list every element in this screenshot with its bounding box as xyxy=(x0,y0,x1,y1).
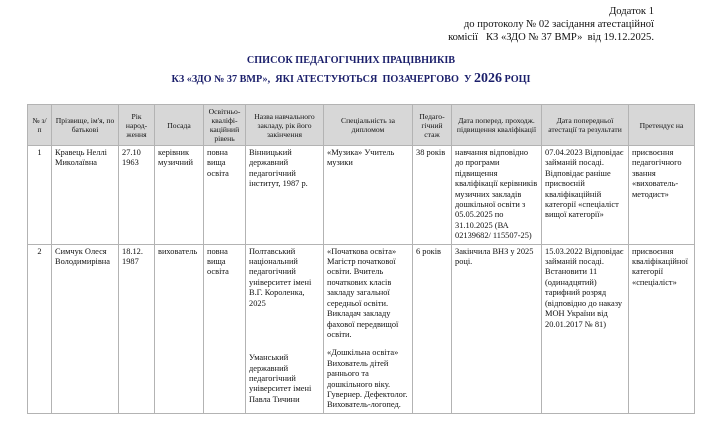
addendum-note xyxy=(448,5,654,44)
cell-number: 2 xyxy=(28,244,52,413)
header-claims: Претендує на xyxy=(629,105,695,146)
header-specialty: Спеціальність за дипломом xyxy=(324,105,413,146)
header-experience: Педаго-гічний стаж xyxy=(413,105,452,146)
header-education-level: Освітньо-кваліфі-каційний рівень xyxy=(204,105,246,146)
specialty-primary: «Початкова освіта» Магістр початкової освіти. Вчитель початкових класів закладу загальної середньої освіти. Викладач закладу фахової передвищої освіти. xyxy=(327,246,399,339)
table-header-row xyxy=(28,105,695,146)
subtitle-prefix: КЗ «ЗДО № 37 ВМР», ЯКІ АТЕСТУЮТЬСЯ ПОЗАЧЕРГОВО У xyxy=(171,74,474,85)
table-row xyxy=(28,146,695,245)
cell-position: вихователь xyxy=(155,244,204,413)
header-training: Дата поперед. проходж. підвищення кваліфікації xyxy=(452,105,542,146)
cell-specialty: «Музика» Учитель музики xyxy=(324,146,413,245)
cell-level: повна вища освіта xyxy=(204,146,246,245)
header-name: Прізвище, ім'я, по батькові xyxy=(52,105,119,146)
document-title: СПИСОК ПЕДАГОГІЧНИХ ПРАЦІВНИКІВ xyxy=(246,55,456,66)
header-birth-year: Рік народ-ження xyxy=(119,105,155,146)
cell-claims: присвоєння кваліфікаційної категорії «спеціаліст» xyxy=(629,244,695,413)
specialty-secondary: «Дошкільна освіта» Вихователь дітей раннього та дошкільного віку. Гувернер. Дефектолог. Вихователь-логопед. xyxy=(327,348,408,410)
cell-experience: 6 років xyxy=(413,244,452,413)
addendum-line-1: Додаток 1 xyxy=(609,6,654,17)
cell-attestation: 07.04.2023 Відповідає займаній посаді. Відповідає раніше присвоєній кваліфікаційній категорії «спеціаліст вищої категорії» xyxy=(542,146,629,245)
subtitle-suffix: РОЦІ xyxy=(502,74,531,85)
header-institution: Назва навчального закладу, рік його закінчення xyxy=(246,105,324,146)
document-subtitle xyxy=(0,71,702,87)
subtitle-year: 2026 xyxy=(474,71,502,86)
cell-name: Кравець Неллі Миколаївна xyxy=(52,146,119,245)
cell-name: Симчук Олеся Володимирівна xyxy=(52,244,119,413)
cell-claims: присвоєння педагогічного звання «вихователь-методист» xyxy=(629,146,695,245)
cell-attestation: 15.03.2022 Відповідає займаній посаді. Встановити 11 (одинадцятий) тарифний розряд (відповідно до наказу МОН України від 20.01.2017 № 81) xyxy=(542,244,629,413)
cell-birth: 27.10 1963 xyxy=(119,146,155,245)
header-position: Посада xyxy=(155,105,204,146)
cell-institution xyxy=(246,244,324,413)
cell-training: Закінчила ВНЗ у 2025 році. xyxy=(452,244,542,413)
cell-experience: 38 років xyxy=(413,146,452,245)
addendum-line-3: комісії КЗ «ЗДО № 37 ВМР» від 19.12.2025. xyxy=(448,32,654,43)
header-attestation: Дата попередньої атестації та результати xyxy=(542,105,629,146)
cell-birth: 18.12. 1987 xyxy=(119,244,155,413)
cell-specialty xyxy=(324,244,413,413)
institution-secondary: Уманський державний педагогічний університет імені Павла Тичини xyxy=(249,353,312,404)
cell-training: навчання відповідно до програми підвищення кваліфікації керівників музичних закладів дошкільної освіти з 05.05.2025 по 31.10.2025 (ВА 02139682/ 115507-25) xyxy=(452,146,542,245)
header-number: № з/п xyxy=(28,105,52,146)
institution-primary: Полтавський національний педагогічний університет імені В.Г. Короленка, 2025 xyxy=(249,246,312,308)
cell-institution: Вінницький державний педагогічний інститут, 1987 р. xyxy=(246,146,324,245)
addendum-line-2: до протоколу № 02 засідання атестаційної xyxy=(463,19,654,30)
table-row xyxy=(28,244,695,413)
staff-table xyxy=(27,104,695,414)
cell-level: повна вища освіта xyxy=(204,244,246,413)
cell-position: керівник музичний xyxy=(155,146,204,245)
cell-number: 1 xyxy=(28,146,52,245)
